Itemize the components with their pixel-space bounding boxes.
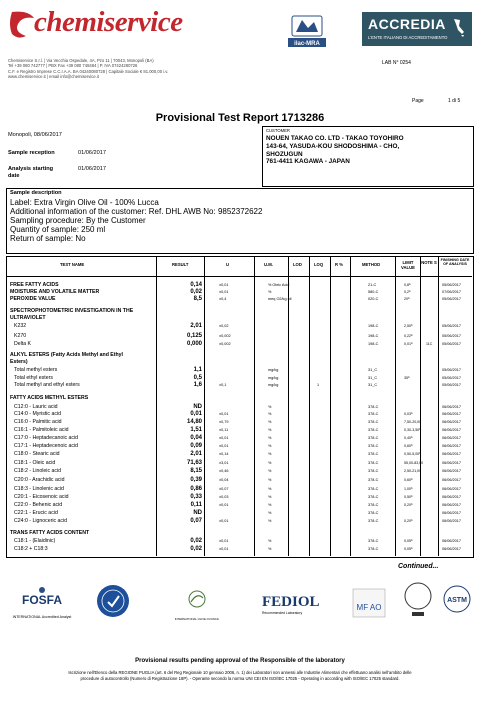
cell-method: 378-C (368, 436, 379, 440)
cell-name: C16:1 - Palmitoleic acid (14, 427, 69, 433)
cell-method: 378-C (368, 405, 379, 409)
cell-limit: 35¹⁾ (404, 376, 411, 380)
header-loq: LOQ (314, 262, 324, 267)
cell-limit: 55,00-83,00 (404, 461, 424, 465)
cell-name: K270 (14, 333, 27, 339)
cell-date: 05/06/2017 (442, 383, 462, 387)
ioc-label: INTERNATIONAL OLIVE COUNCIL (174, 617, 220, 621)
mf-ao-logo-icon (352, 588, 386, 618)
cell-res: 0,01 (190, 411, 202, 417)
cell-u: ±3,01 (219, 461, 229, 465)
ilac-mra-logo-icon (284, 14, 330, 50)
mf-ao-logo (352, 588, 386, 623)
cell-u: ±0,14 (219, 452, 229, 456)
table-row (6, 494, 472, 501)
cell-date: 06/06/2017 (442, 412, 462, 416)
cell-method: 378-C (368, 519, 379, 523)
cell-limit: 0,05¹⁾ (404, 547, 414, 551)
cell-name: C18:3 - Linolenic acid (14, 486, 64, 492)
cell-name: Total methyl esters (14, 367, 58, 373)
table-row (6, 375, 472, 382)
cell-res: 0,02 (190, 289, 202, 295)
cell-um: % (268, 428, 272, 432)
cell-date: 06/06/2017 (442, 420, 462, 424)
table-row (6, 510, 472, 517)
cell-method: 198-C (368, 334, 379, 338)
cell-res: 0,86 (190, 486, 202, 492)
table-row (6, 546, 472, 553)
cell-um: % (268, 511, 272, 515)
cell-date: 06/06/2017 (442, 469, 462, 473)
address-line: Tel +39 080 742777 | PBX Fax +39 080 748484 | P. IVA 07424280726 (8, 63, 138, 69)
cell-name: C20:1 - Eicosenoic acid (14, 494, 69, 500)
cell-res: 0,33 (190, 494, 202, 500)
cell-date: 06/06/2017 (442, 503, 462, 507)
cell-name: C24:0 - Lignoceric acid (14, 518, 68, 524)
table-row (6, 382, 472, 389)
cell-limit: 0,22¹⁾ (404, 334, 414, 338)
cell-name: C18:1 - (Elaidinic) (14, 538, 56, 544)
cell-um: % (268, 290, 272, 294)
table-row (6, 451, 472, 458)
cell-date: 07/06/2017 (442, 290, 462, 294)
cell-u: ±0,01 (219, 412, 229, 416)
cell-date: 05/06/2017 (442, 334, 462, 338)
cell-um: % (268, 405, 272, 409)
cell-method: 378-C (368, 539, 379, 543)
cell-res: ND (193, 510, 202, 516)
table-row (6, 296, 472, 303)
olive-branch-icon (168, 590, 226, 612)
cell-um: % (268, 452, 272, 456)
cell-name: C20:0 - Arachidic acid (14, 477, 65, 483)
iso-seal (404, 582, 432, 623)
cell-um: mg/kg (268, 368, 279, 372)
table-row (6, 341, 472, 348)
table-row (6, 419, 472, 426)
cell-limit: 0,40¹⁾ (404, 436, 414, 440)
accredia-logo (362, 12, 472, 46)
cell-u: ±0,01 (219, 539, 229, 543)
cell-name: FATTY ACIDS METHYL ESTERS (10, 395, 89, 401)
cell-method: 31_C (368, 368, 378, 372)
cell-date: 05/06/2017 (442, 342, 462, 346)
cell-name: C16:0 - Palmitic acid (14, 419, 62, 425)
cell-res: 0,14 (190, 282, 202, 288)
page-number: 1 di 5 (448, 98, 461, 104)
cell-name: MOISTURE AND VOLATILE MATTER (10, 289, 100, 295)
cell-res: 0,02 (190, 546, 202, 552)
cell-name: C17:0 - Heptadecanoic acid (14, 435, 79, 441)
fediol-subtitle: Recommended Laboratory (262, 611, 303, 615)
cell-name: Esters) (10, 359, 28, 365)
cell-name: Total ethyl esters (14, 375, 53, 381)
fediol-logo (262, 594, 320, 615)
table-row (6, 486, 472, 493)
cell-res: 14,80 (186, 419, 202, 425)
table-row (6, 411, 472, 418)
cell-limit: 2,50-21,00 (404, 469, 422, 473)
cell-date: 05/06/2017 (442, 297, 462, 301)
cell-res: 0,11 (190, 502, 202, 508)
cell-u: ±0,4 (219, 297, 227, 301)
cell-limit: 20¹⁾ (404, 297, 411, 301)
cell-um: % (268, 461, 272, 465)
cell-u: ±0,01 (219, 503, 229, 507)
cell-date: 05/06/2017 (442, 283, 462, 287)
cell-method: 31_C (368, 376, 378, 380)
cell-name: C18:0 - Stearic acid (14, 451, 60, 457)
cell-method: 378-C (368, 444, 379, 448)
table-row (6, 359, 472, 366)
cell-res: 0,02 (190, 538, 202, 544)
customer-line: 761-4411 KAGAWA - JAPAN (266, 158, 350, 166)
cell-um: % (268, 469, 272, 473)
cell-date: 06/06/2017 (442, 461, 462, 465)
cell-u: ±0,01 (219, 547, 229, 551)
table-row (6, 282, 472, 289)
table-row (6, 443, 472, 450)
cell-date: 06/06/2017 (442, 444, 462, 448)
cell-res: 71,63 (186, 460, 202, 466)
brand-name: chemiservice (34, 6, 183, 38)
cell-res: 1,51 (190, 427, 202, 433)
header-um: U.M. (264, 262, 273, 267)
cell-limit: 0,30-3,50¹⁾ (404, 428, 422, 432)
cell-u: ±0,07 (219, 487, 229, 491)
cell-um: mg/kg (268, 383, 279, 387)
cell-name: Total methyl and ethyl esters (14, 382, 80, 388)
cell-method: 378-C (368, 469, 379, 473)
sample-line: Quantity of sample: 250 ml (10, 225, 106, 234)
cell-res: ND (193, 404, 202, 410)
analysis-start-value: 01/06/2017 (78, 166, 106, 172)
table-row (6, 323, 472, 330)
cell-u: ±0,79 (219, 420, 229, 424)
cell-date: 06/06/2017 (442, 487, 462, 491)
cell-method: 378-C (368, 503, 379, 507)
cell-um: meq O2/kg oil (268, 297, 292, 301)
cell-method: 378-C (368, 452, 379, 456)
cell-method: 378-C (368, 547, 379, 551)
cell-name: C12:0 - Lauric acid (14, 404, 58, 410)
cell-name: C14:0 - Myristic acid (14, 411, 61, 417)
fosfa-logo-icon (12, 586, 72, 610)
cell-date: 06/06/2017 (442, 436, 462, 440)
cell-u: ±0,01 (219, 436, 229, 440)
cell-name: C18:1 - Oleic acid (14, 460, 56, 466)
sample-description-title: Sample description (10, 190, 62, 196)
cell-um: % (268, 412, 272, 416)
cell-date: 06/06/2017 (442, 405, 462, 409)
header-finishing-date: FINISHING DATE OF ANALYSIS (440, 258, 470, 266)
header-limit: LIMIT VALUE (401, 260, 415, 270)
table-row (6, 518, 472, 525)
analysis-start-label: Analysis starting (8, 166, 54, 172)
sample-line: Sampling procedure: By the Customer (10, 216, 146, 225)
cell-lod: 1 (317, 383, 320, 387)
astm-seal-icon (442, 584, 472, 618)
cell-date: 06/06/2017 (442, 428, 462, 432)
fediol-label: FEDIOL (262, 594, 320, 610)
address-line: Chemiservice S.r.l. | Via Vecchia Ospedale, 4A, Pzo 11 | 70043, Monopoli (BA) (8, 58, 154, 63)
cell-name: PEROXIDE VALUE (10, 296, 56, 302)
table-row (6, 460, 472, 467)
cell-limit: 7,50-20,00 (404, 420, 422, 424)
sample-description-lines (10, 198, 262, 243)
cell-name: FREE FATTY ACIDS (10, 282, 59, 288)
address-line: www.chemiservice.it | email info@chemiservice.it (8, 73, 99, 79)
customer-line: NOUEN TAKAO CO. LTD - TAKAO TOYOHIRO (266, 135, 404, 142)
accredia-subtitle: L'ENTE ITALIANO DI ACCREDITAMENTO (368, 35, 448, 40)
table-row (6, 404, 472, 411)
cell-um: % (268, 487, 272, 491)
sample-line: Additional information of the customer: Ref. DHL AWB No: 9852372622 (10, 207, 263, 216)
cell-name: ULTRAVIOLET (10, 315, 46, 321)
cell-res: 1,1 (193, 367, 202, 373)
cell-limit: 0,60¹⁾ (404, 478, 414, 482)
cell-res: 0,000 (186, 341, 202, 347)
cell-method: 378-C (368, 487, 379, 491)
cell-um: % (268, 436, 272, 440)
cell-u: ±0,04 (219, 478, 229, 482)
note-line: procedure di autocontrollo (Numero di Registrazione 18P). - Operante secondo la norma UNI CEI EN ISO/IEC 17025 - Operating in according with ISO/IEC 17025 standard. (80, 675, 400, 681)
table-row (6, 367, 472, 374)
cell-limit: 0,20¹⁾ (404, 519, 414, 523)
cell-method: 198-C (368, 324, 379, 328)
cell-limit: 0,60¹⁾ (404, 444, 414, 448)
header-lod: LOD (293, 262, 302, 267)
cell-date: 05/06/2017 (442, 376, 462, 380)
cell-method: 378-C (368, 478, 379, 482)
cell-u: ±0,1 (219, 383, 227, 387)
cell-um: % (268, 503, 272, 507)
sample-reception-label: Sample reception (8, 150, 55, 156)
cell-date: 06/06/2017 (442, 495, 462, 499)
customer-details (266, 135, 404, 166)
table-row (6, 308, 472, 315)
cell-limit: 2,50¹⁾ (404, 324, 414, 328)
cell-date: 05/06/2017 (442, 368, 462, 372)
cell-u: ±0,01 (219, 283, 229, 287)
customer-line: 143-64, YASUDA-KOU SHODOSHIMA - CHO, (266, 142, 400, 150)
header-notes: NOTE S (421, 260, 437, 265)
table-row (6, 333, 472, 340)
italy-map-icon (452, 18, 466, 38)
cell-limit: 0,50-5,00¹⁾ (404, 452, 422, 456)
cell-date: 06/06/2017 (442, 539, 462, 543)
cell-method: 31_C (368, 383, 378, 387)
table-row (6, 435, 472, 442)
cell-limit: 0,05¹⁾ (404, 539, 414, 543)
cell-res: 0,09 (190, 443, 202, 449)
cell-res: 0,07 (190, 518, 202, 524)
cell-u: ±0,002 (219, 334, 231, 338)
note-line: Iscrizione nell'Elenco della REGIONE PUGLIA (art. 6 del Reg Regionale 10 gennaio 2006, n. 1) dei Laboratori non annessi alle Industrie Alimentari che effettuano analisi nell'ambito delle (68, 670, 412, 675)
cell-res: 0,04 (190, 435, 202, 441)
cell-res: 1,6 (193, 382, 202, 388)
cell-name: Delta K (14, 341, 32, 347)
cell-um: % (268, 495, 272, 499)
cell-method: 580-C (368, 290, 379, 294)
cell-date: 05/06/2017 (442, 324, 462, 328)
cell-um: % (268, 519, 272, 523)
cell-res: 2,01 (190, 323, 202, 329)
cell-name: C22:1 - Erucic acid (14, 510, 58, 516)
pending-approval-notice: Provisional results pending approval of the Responsible of the laboratory (135, 658, 345, 664)
cell-res: 0,5 (193, 375, 202, 381)
cell-limit: 0,50¹⁾ (404, 495, 414, 499)
cell-date: 06/06/2017 (442, 547, 462, 551)
cell-um: % (268, 444, 272, 448)
cell-method: 378-C (368, 412, 379, 416)
cell-res: 8,15 (190, 468, 202, 474)
cell-name: C22:0 - Behenic acid (14, 502, 63, 508)
sample-reception-value: 01/06/2017 (78, 150, 106, 156)
company-address (8, 58, 208, 79)
table-row (6, 477, 472, 484)
table-row (6, 289, 472, 296)
cell-um: % Oleic Acid (268, 283, 290, 287)
cell-name: SPECTROPHOTOMETRIC INVESTIGATION IN THE (10, 308, 134, 314)
ilac-label: ilac-MRA (294, 41, 320, 47)
cell-name: C18:2 - Linoleic acid (14, 468, 62, 474)
cell-res: 8,5 (193, 296, 202, 302)
cell-limit: 0,03¹⁾ (404, 412, 414, 416)
table-row (6, 352, 472, 359)
table-row (6, 502, 472, 509)
table-header-divider (6, 276, 472, 277)
header-u: U (226, 262, 230, 267)
table-row (6, 468, 472, 475)
customer-label: CUSTOMER (266, 128, 290, 133)
cell-note: 11C (426, 342, 433, 346)
cell-date: 06/06/2017 (442, 511, 462, 515)
astm-seal (442, 584, 472, 623)
cell-u: ±0,01 (219, 444, 229, 448)
cell-um: % (268, 539, 272, 543)
cell-date: 06/06/2017 (442, 452, 462, 456)
cell-res: 0,39 (190, 477, 202, 483)
fosfa-label: FOSFA (21, 593, 63, 607)
cell-method: 020-C (368, 297, 379, 301)
astm-label: ASTM (447, 597, 467, 604)
location-date: Monopoli, 08/06/2017 (8, 132, 62, 138)
cell-date: 06/06/2017 (442, 519, 462, 523)
table-row (6, 315, 472, 322)
cell-u: ±0,002 (219, 342, 231, 346)
cell-limit: 1,00¹⁾ (404, 487, 414, 491)
cell-u: ±0,46 (219, 469, 229, 473)
cell-um: % (268, 547, 272, 551)
cell-date: 06/06/2017 (442, 478, 462, 482)
iso-seal-icon (404, 582, 432, 618)
cell-u: ±0,01 (219, 290, 229, 294)
page-label: Page (412, 98, 424, 104)
cell-method: 198-C (368, 342, 379, 346)
cell-um: mg/kg (268, 376, 279, 380)
header-result: RESULT (172, 262, 189, 267)
cell-u: ±0,03 (219, 495, 229, 499)
aocs-seal-icon (96, 584, 130, 618)
cell-u: ±0,02 (219, 324, 229, 328)
sample-line: Label: Extra Virgin Olive Oil - 100% Lucca (10, 198, 159, 207)
cell-limit: 0,20¹⁾ (404, 503, 414, 507)
cell-name: ALKYL ESTERS (Fatty Acids Methyl and Ethyl (10, 352, 123, 358)
cell-name: C17:1 - Heptadecenoic acid (14, 443, 79, 449)
cell-name: K232 (14, 323, 27, 329)
cell-limit: 0,01¹⁾ (404, 342, 414, 346)
cell-method: 21-C (368, 283, 377, 287)
header-r: R % (335, 262, 343, 267)
cell-limit: 0,2¹⁾ (404, 290, 412, 294)
cell-res: 2,01 (190, 451, 202, 457)
table-row (6, 395, 472, 402)
sample-line: Return of sample: No (10, 234, 86, 243)
cell-um: % (268, 420, 272, 424)
cell-name: C18:2 + C18:3 (14, 546, 48, 552)
cell-method: 378-C (368, 511, 379, 515)
lab-number: LAB N° 0254 (382, 60, 411, 66)
cell-method: 378-C (368, 461, 379, 465)
table-row (6, 538, 472, 545)
continued-text: Continued... (398, 563, 439, 570)
table-row (6, 530, 472, 537)
cell-res: 0,125 (186, 333, 202, 339)
address-line: C.F. e Registro Imprese C.C.I.A.A. BA 04240080728 | Capitale Sociale € 81.000,00 i.v. (8, 68, 169, 74)
table-row (6, 427, 472, 434)
cell-method: 378-C (368, 420, 379, 424)
accredia-title: ACCREDIA (368, 16, 446, 32)
header-method: METHOD (362, 262, 381, 267)
cell-name: TRANS FATTY ACIDS CONTENT (10, 530, 90, 536)
fosfa-subtitle: INTERNATIONAL Accredited Analyst (12, 615, 72, 619)
cell-method: 378-C (368, 428, 379, 432)
analysis-start-label-2: date (8, 173, 20, 179)
cell-limit: 0,8¹⁾ (404, 283, 412, 287)
cell-u: ±0,01 (219, 519, 229, 523)
ioc-logo (168, 590, 226, 621)
mf-ao-label: MF AO (356, 603, 382, 612)
customer-line: SHOZUGUN (266, 150, 303, 158)
cell-um: % (268, 478, 272, 482)
fosfa-logo (12, 586, 72, 619)
cell-method: 378-C (368, 495, 379, 499)
cell-u: ±0,11 (219, 428, 229, 432)
header-test-name: TEST NAME (60, 262, 85, 267)
registration-note (14, 670, 466, 682)
aocs-seal (96, 584, 130, 623)
report-title: Provisional Test Report 1713286 (155, 112, 325, 124)
